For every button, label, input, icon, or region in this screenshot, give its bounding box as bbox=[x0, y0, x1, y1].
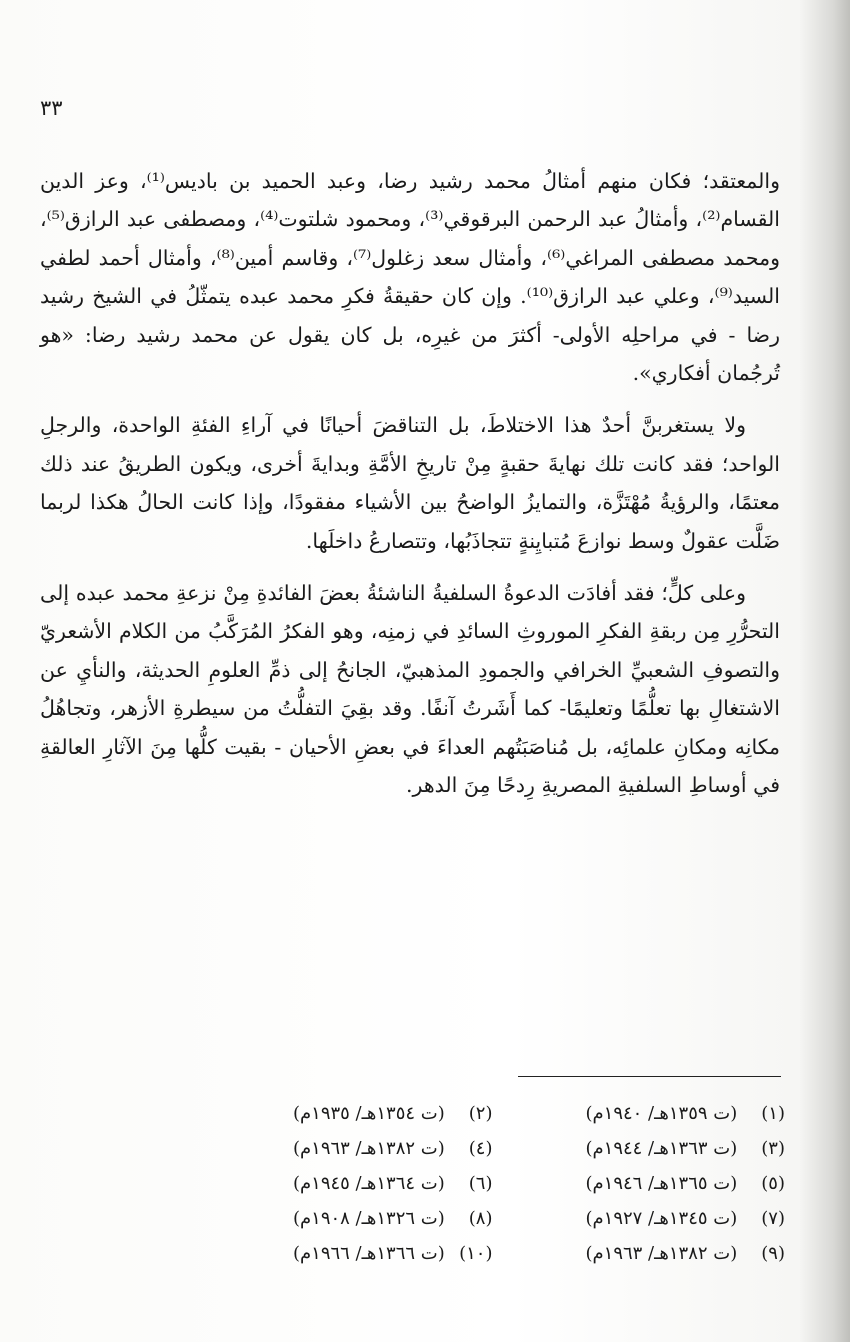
footnote-number: (٣) bbox=[761, 1138, 785, 1159]
footnote bbox=[200, 1243, 493, 1264]
footnote-text: (ت ١٣٦٤هـ/ ١٩٤٥م) bbox=[292, 1173, 445, 1194]
footnote-text: (ت ١٣٨٢هـ/ ١٩٦٣م) bbox=[585, 1243, 738, 1264]
footnote-row bbox=[200, 1131, 785, 1166]
footnote-number: (٢) bbox=[468, 1103, 493, 1124]
footnote-number: (٨) bbox=[468, 1208, 493, 1229]
footnote bbox=[200, 1173, 493, 1194]
footnote-text: (ت ١٣٢٦هـ/ ١٩٠٨م) bbox=[292, 1208, 445, 1229]
footnote bbox=[493, 1138, 786, 1159]
footnote-text: (ت ١٣٨٢هـ/ ١٩٦٣م) bbox=[292, 1138, 445, 1159]
footnote-number: (١٠) bbox=[459, 1243, 493, 1264]
footnote-number: (٥) bbox=[761, 1173, 785, 1194]
footnote-number: (١) bbox=[761, 1103, 785, 1124]
footnote bbox=[493, 1103, 786, 1124]
footnote-text: (ت ١٣٦٥هـ/ ١٩٤٦م) bbox=[585, 1173, 738, 1194]
footnote-number: (٧) bbox=[761, 1208, 785, 1229]
paragraph: وعلى كلٍّ؛ فقد أفادَت الدعوةُ السلفيةُ الناشئةُ بعضَ الفائدةِ مِنْ نزعةِ محمد عبده إلى التحرُّرِ مِن ربقةِ الفكرِ الموروثِ السائدِ في زمنِه، وهو الفكرُ المُرَكَّبُ من الكلام الأشعريّ والتصوفِ الشعبيِّ الخرافي والجمودِ المذهبيّ، الجانحُ إلى ذمِّ العلومِ الحديثة، والنأيِ عن الاشتغالِ بها تعلُّمًا وتعليمًا- كما أَشَرتُ آنفًا. وقد بقِيَ التفلُّتُ من سيطرةِ الأزهر، وتجاهُلُ مكانِه ومكانِ علمائِه، بل مُناصَبَتُهم العداءَ في بعضِ الأحيان - بقيت كلُّها مِنَ الآثارِ العالقةِ في أوساطِ السلفيةِ المصريةِ رِدحًا مِنَ الدهر. bbox=[40, 581, 780, 798]
footnote bbox=[493, 1208, 786, 1229]
footnote-text: (ت ١٣٤٥هـ/ ١٩٢٧م) bbox=[585, 1208, 738, 1229]
footnotes bbox=[200, 1096, 785, 1271]
footnote bbox=[200, 1103, 493, 1124]
footnote-text: (ت ١٣٦٦هـ/ ١٩٦٦م) bbox=[292, 1243, 445, 1264]
paragraph: ولا يستغربنَّ أحدٌ هذا الاختلاطَ، بل التناقضَ أحيانًا في آراءِ الفئةِ الواحدة، والرجلِ الواحد؛ فقد كانت تلك نهايةَ حقبةٍ مِنْ تاريخِ الأمَّةِ وبدايةَ أخرى، ويكون الطريقُ عند ذلك معتمًا، والرؤيةُ مُهْتَزَّة، والتمايزُ الواضحُ بين الأشياء مفقودًا، وإذا كانت الحالُ هكذا لربما ضَلَّت عقولٌ وسط نوازعَ مُتبايِنةٍ تتجاذَبُها، وتتصارعُ داخلَها. bbox=[40, 413, 780, 553]
body-text bbox=[40, 162, 780, 819]
page-number: ٣٣ bbox=[40, 96, 63, 120]
footnote-text: (ت ١٣٥٩هـ/ ١٩٤٠م) bbox=[585, 1103, 738, 1124]
footnote bbox=[200, 1138, 493, 1159]
footnote-separator bbox=[518, 1076, 781, 1077]
footnote-number: (٦) bbox=[468, 1173, 493, 1194]
footnote bbox=[493, 1173, 786, 1194]
footnote bbox=[200, 1208, 493, 1229]
footnote-row bbox=[200, 1166, 785, 1201]
footnote bbox=[493, 1243, 786, 1264]
footnote-number: (٤) bbox=[468, 1138, 493, 1159]
footnote-row bbox=[200, 1201, 785, 1236]
footnote-text: (ت ١٣٦٣هـ/ ١٩٤٤م) bbox=[585, 1138, 738, 1159]
paragraph: والمعتقد؛ فكان منهم أمثالُ محمد رشيد رضا، وعبد الحميد بن باديس⁽¹⁾، وعز الدين القسام⁽²⁾، وأمثالُ عبد الرحمن البرقوقي⁽³⁾، ومحمود شلتوت⁽⁴⁾، ومصطفى عبد الرازق⁽⁵⁾، ومحمد مصطفى المراغي⁽⁶⁾، وأمثال سعد زغلول⁽⁷⁾، وقاسم أمين⁽⁸⁾، وأمثال أحمد لطفي السيد⁽⁹⁾، وعلي عبد الرازق⁽¹⁰⁾. وإن كان حقيقةُ فكرِ محمد عبده يتمثّلُ في الشيخ رشيد رضا - في مراحلِه الأولى- أكثرَ من غيرِه، بل كان يقول عن محمد رشيد رضا: «هو تُرجُمان أفكاري». bbox=[40, 169, 781, 386]
footnote-row bbox=[200, 1236, 785, 1271]
footnote-row bbox=[200, 1096, 785, 1131]
footnote-number: (٩) bbox=[761, 1243, 785, 1264]
footnote-text: (ت ١٣٥٤هـ/ ١٩٣٥م) bbox=[292, 1103, 445, 1124]
